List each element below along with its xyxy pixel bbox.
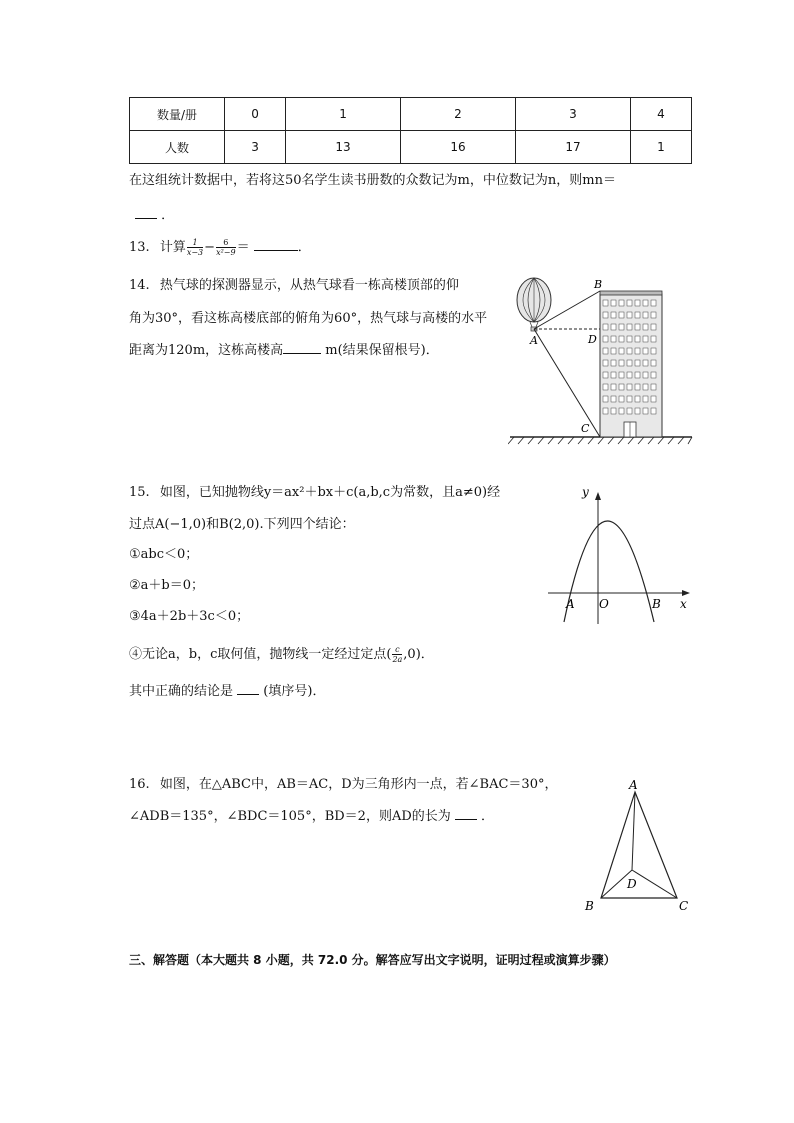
question-number: 16. [129,777,150,792]
stats-table [129,97,692,164]
answer-blank [237,682,259,695]
q13-tail: ． [297,240,311,255]
q15-line1: 15. 如图，已知抛物线y＝ax²＋bx＋c(a,b,c为常数，且a≠0)经 [129,485,501,500]
q14-line3: 距离为120m，这栋高楼高 m(结果保留根号)． [129,343,439,358]
label-B: B [585,899,594,913]
segment-CD [632,870,677,898]
q13-prefix: 计算 [159,240,186,255]
ground-line [508,437,692,444]
q16-line2: ∠ADB＝135°，∠BDC＝105°，BD＝2，则AD的长为 ． [129,809,495,824]
table-cell: 13 [286,131,401,164]
label-y: y [582,485,589,499]
label-B: B [594,278,603,291]
label-A: A [566,597,575,611]
answer-blank [254,238,298,251]
q12-answer-line [135,206,174,225]
table-row [130,98,692,131]
building [600,291,662,437]
y-axis-arrow [595,492,601,500]
label-x: x [680,597,687,611]
label-B: B [652,597,661,611]
table-cell: 数量/册 [130,98,225,131]
q15-line2: 过点A(−1,0)和B(2,0).下列四个结论： [129,517,355,532]
q15-conclusion-4: ④无论a，b，c取何值，抛物线一定经过定点( $\frac{c}{2a}$ ,0)． [129,645,434,664]
label-D: D [627,877,637,891]
question-number: 14. [129,278,150,293]
q14-line1: 14. 热气球的探测器显示，从热气球看一栋高楼顶部的仰 [129,278,459,293]
q13-fraction-1: $\frac{1}{x-3}$ [186,238,204,257]
q15-ask: 其中正确的结论是 (填序号)． [129,684,326,699]
triangle-figure [580,776,692,916]
q12-text: 在这组统计数据中，若将这50名学生读书册数的众数记为m，中位数记为n，则mn＝ [129,173,616,188]
table-cell: 16 [401,131,516,164]
table-cell: 人数 [130,131,225,164]
equals-sign: ＝ [236,240,250,255]
table-cell: 3 [225,131,286,164]
table-cell: 1 [286,98,401,131]
q15-conclusion-3: ③4a＋2b＋3c＜0； [129,609,250,624]
label-C: C [679,899,689,913]
question-number: 15. [129,485,150,500]
balloon-building-figure [508,272,696,446]
parabola-figure [546,482,696,630]
q12-tail: ． [161,208,175,223]
label-O: O [599,597,609,611]
table-cell: 17 [515,131,630,164]
answer-blank [283,341,321,354]
label-C: C [581,422,590,435]
q15-conclusion-2: ②a＋b＝0； [129,578,204,593]
label-A: A [629,778,638,792]
q13 [129,238,311,257]
answer-blank [135,206,157,219]
triangle-ABC [601,792,677,898]
parabola-curve [564,521,654,622]
label-A: A [530,334,538,347]
table-cell: 0 [225,98,286,131]
section-heading: 三、解答题（本大题共 8 小题，共 72.0 分。解答应写出文字说明，证明过程或演算步骤） [129,953,616,967]
table-cell: 1 [630,131,691,164]
q15-conclusion-1: ①abc＜0； [129,547,199,562]
hot-air-balloon [517,278,551,331]
table-cell: 2 [401,98,516,131]
table-cell: 3 [515,98,630,131]
q14-line2: 角为30°，看这栋高楼底部的俯角为60°，热气球与高楼的水平 [129,311,488,326]
x-axis-arrow [682,590,690,596]
minus-sign: − [204,240,216,255]
label-D: D [588,333,597,346]
table-cell: 4 [630,98,691,131]
q16-line1: 16. 如图，在△ABC中，AB＝AC，D为三角形内一点，若∠BAC＝30°， [129,777,558,792]
segment-AD [632,792,635,870]
q13-fraction-2: $\frac{6}{\text{x²−9}}$ [216,238,236,257]
question-number: 13. [129,240,150,255]
q15-fraction: $\frac{c}{2a}$ [392,645,403,664]
table-row [130,131,692,164]
answer-blank [455,807,477,820]
